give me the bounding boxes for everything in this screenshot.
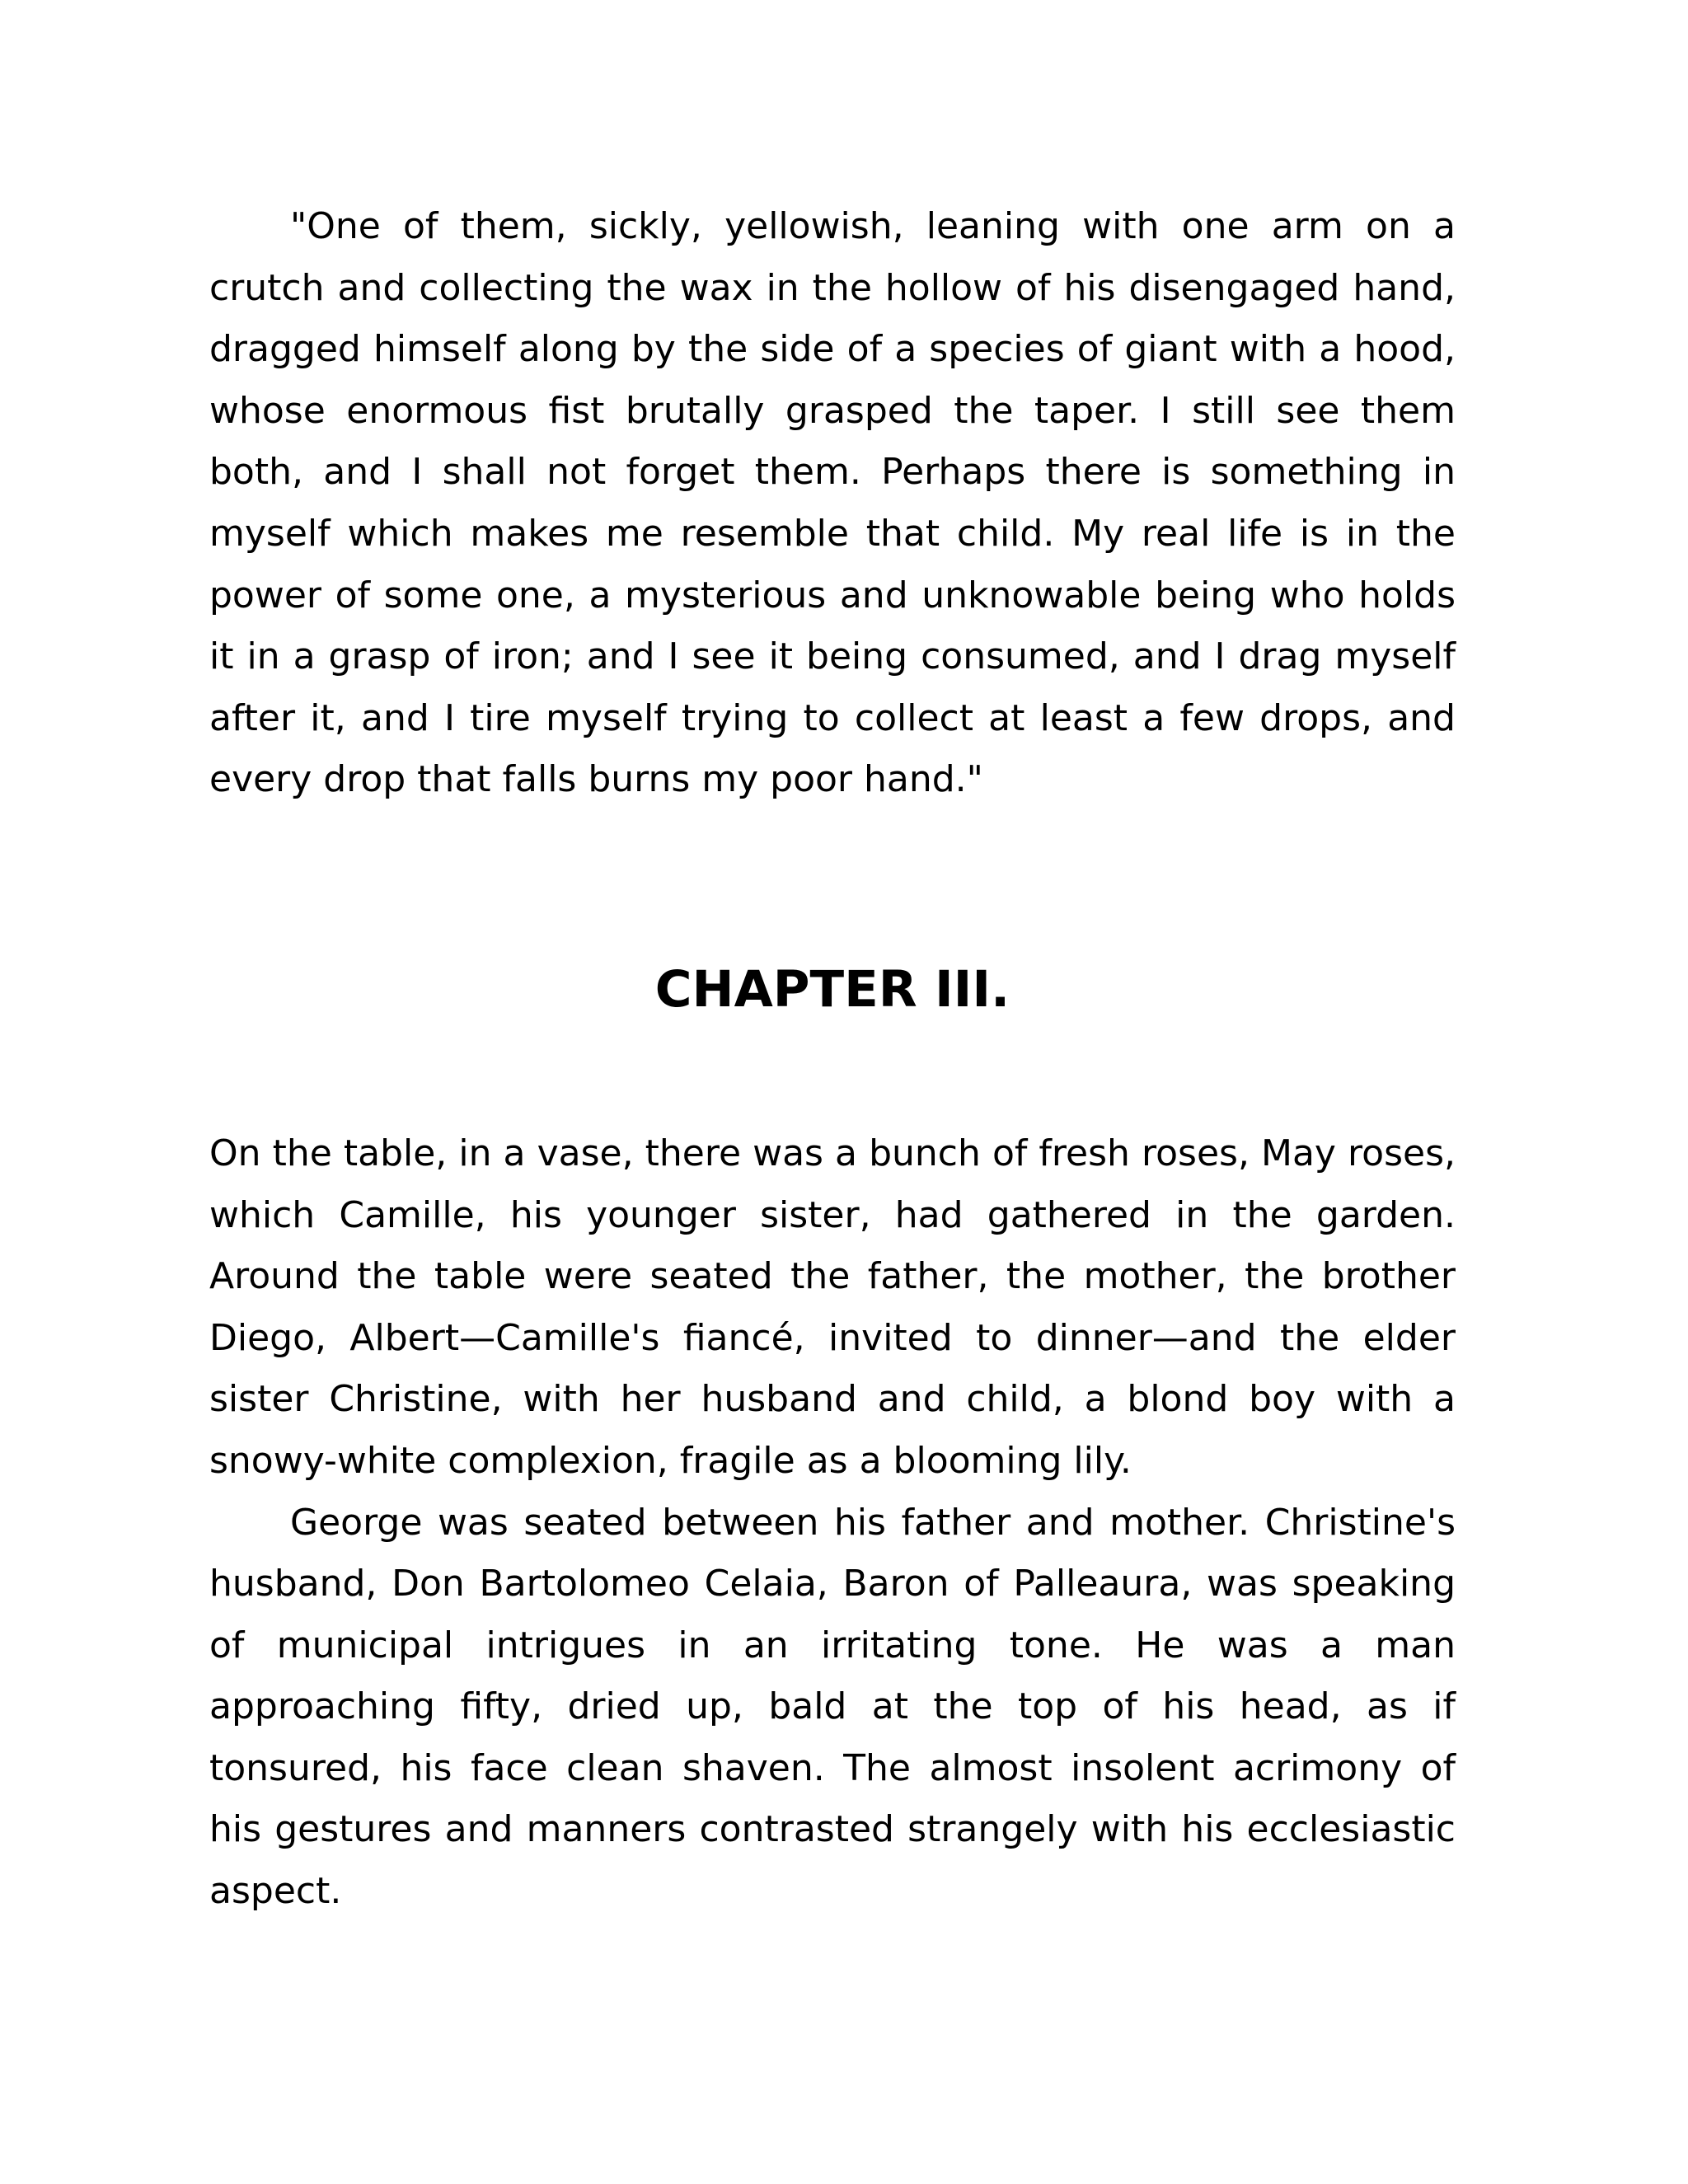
chapter-title: CHAPTER III. [654, 959, 1010, 1019]
page-body [209, 196, 1456, 1923]
paragraph-quote: "One of them, sickly, yellowish, leaning with one arm on a crutch and collecting the wax in the hollow of his disengaged hand, dragged himself along by the side of a species of giant with a hood, whose enormous fist brutally grasped the taper. I still see them both, and I shall not forget them. Perhaps there is something in myself which makes me resemble that child. My real life is in the power of some one, a mysterious and unknowable being who holds it in a grasp of iron; and I see it being consumed, and I drag myself after it, and I tire myself trying to collect at least a few drops, and every drop that falls burns my poor hand." [209, 205, 1456, 801]
paragraph-opening: On the table, in a vase, there was a bunch of fresh roses, May roses, which Camille, his younger sister, had gathered in the garden. Around the table were seated the father, the mother, the brother Diego, Albert—Camille's fiancé, invited to dinner—and the elder sister Christine, with her husband and child, a blond boy with a snowy-white complexion, fragile as a blooming lily. [209, 1132, 1456, 1482]
paragraph-george: George was seated between his father and mother. Christine's husband, Don Bartolomeo Celaia, Baron of Palleaura, was speaking of municipal intrigues in an irritating tone. He was a man approaching fifty, dried up, bald at the top of his head, as if tonsured, his face clean shaven. The almost insolent acrimony of his gestures and manners contrasted strangely with his ecclesiastic aspect. [209, 1501, 1456, 1913]
